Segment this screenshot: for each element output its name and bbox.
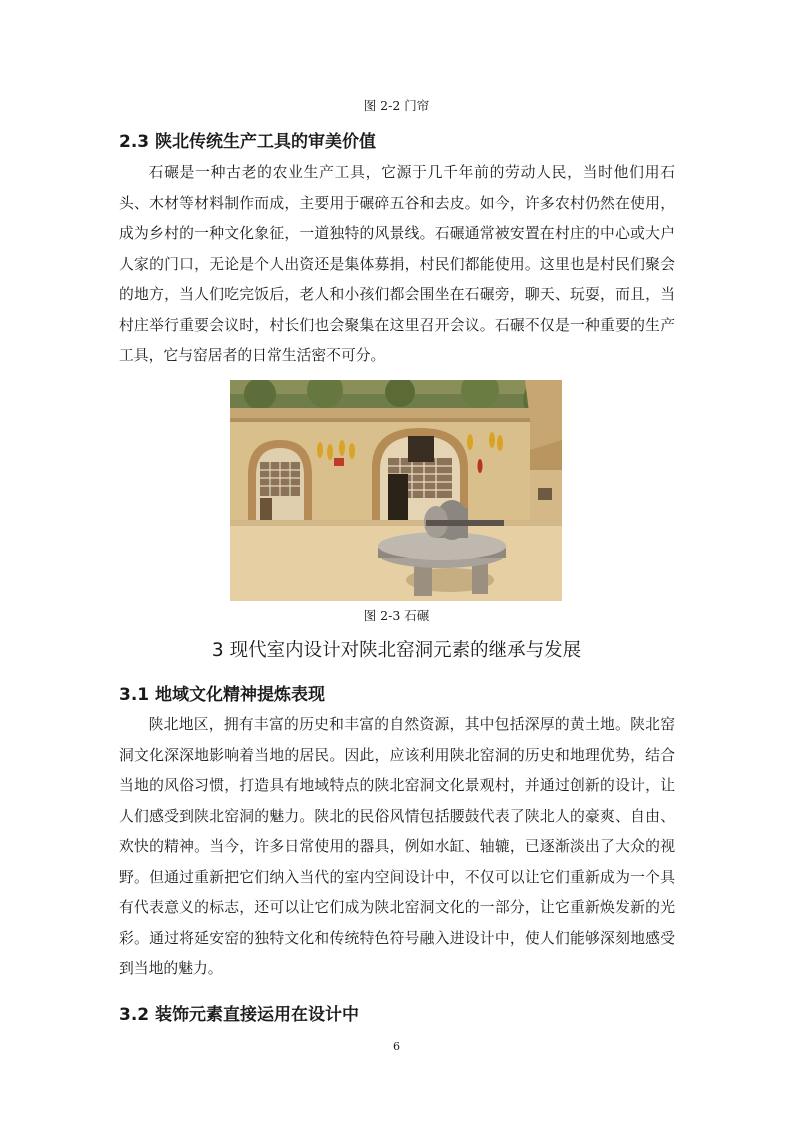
- figure-caption-2-3: 图 2-3 石碾: [363, 608, 430, 623]
- section-heading-2-3: 2.3 陕北传统生产工具的审美价值: [119, 132, 377, 152]
- figure-caption-2-2: 图 2-2 门帘: [363, 98, 430, 113]
- paragraph-regional-culture: 陕北地区，拥有丰富的历史和丰富的自然资源，其中包括深厚的黄土地。陕北窑洞文化深深地影响着当地的居民。因此，应该利用陕北窑洞的历史和地理优势，结合当地的风俗习惯，打造具有地域特点的陕北窑洞文化景观村，并通过创新的设计，让人们感受到陕北窑洞的魅力。陕北的民俗风情包括腰鼓代表了陕北人的豪爽、自由、欢快的精神。当今，许多日常使用的器具，例如水缸、轴辘，已逐渐淡出了大众的视野。但通过重新把它们纳入当代的室内空间设计中，不仅可以让它们重新成为一个具有代表意义的标志，还可以让它们成为陕北窑洞文化的一部分，让它重新焕发新的光彩。通过将延安窑的独特文化和传统特色符号融入进设计中，使人们能够深刻地感受到当地的魅力。: [119, 716, 675, 977]
- page-number: 6: [393, 1040, 400, 1053]
- chapter-heading-3: 3 现代室内设计对陕北窑洞元素的继承与发展: [211, 640, 582, 661]
- section-heading-3-1: 3.1 地域文化精神提炼表现: [119, 685, 326, 705]
- section-heading-3-2: 3.2 装饰元素直接运用在设计中: [119, 1005, 360, 1025]
- paragraph-stone-mill: 石碾是一种古老的农业生产工具，它源于几千年前的劳动人民，当时他们用石头、木材等材料制作而成，主要用于碾碎五谷和去皮。如今，许多农村仍然在使用，成为乡村的一种文化象征，一道独特的风景线。石碾通常被安置在村庄的中心或大户人家的门口，无论是个人出资还是集体募捐，村民们都能使用。这里也是村民们聚会的地方，当人们吃完饭后，老人和小孩们都会围坐在石碾旁，聊天、玩耍，而且，当村庄举行重要会议时，村长们也会聚集在这里召开会议。石碾不仅是一种重要的生产工具，它与窑居者的日常生活密不可分。: [119, 164, 675, 364]
- stone-mill-cave-photo-icon: [230, 380, 562, 601]
